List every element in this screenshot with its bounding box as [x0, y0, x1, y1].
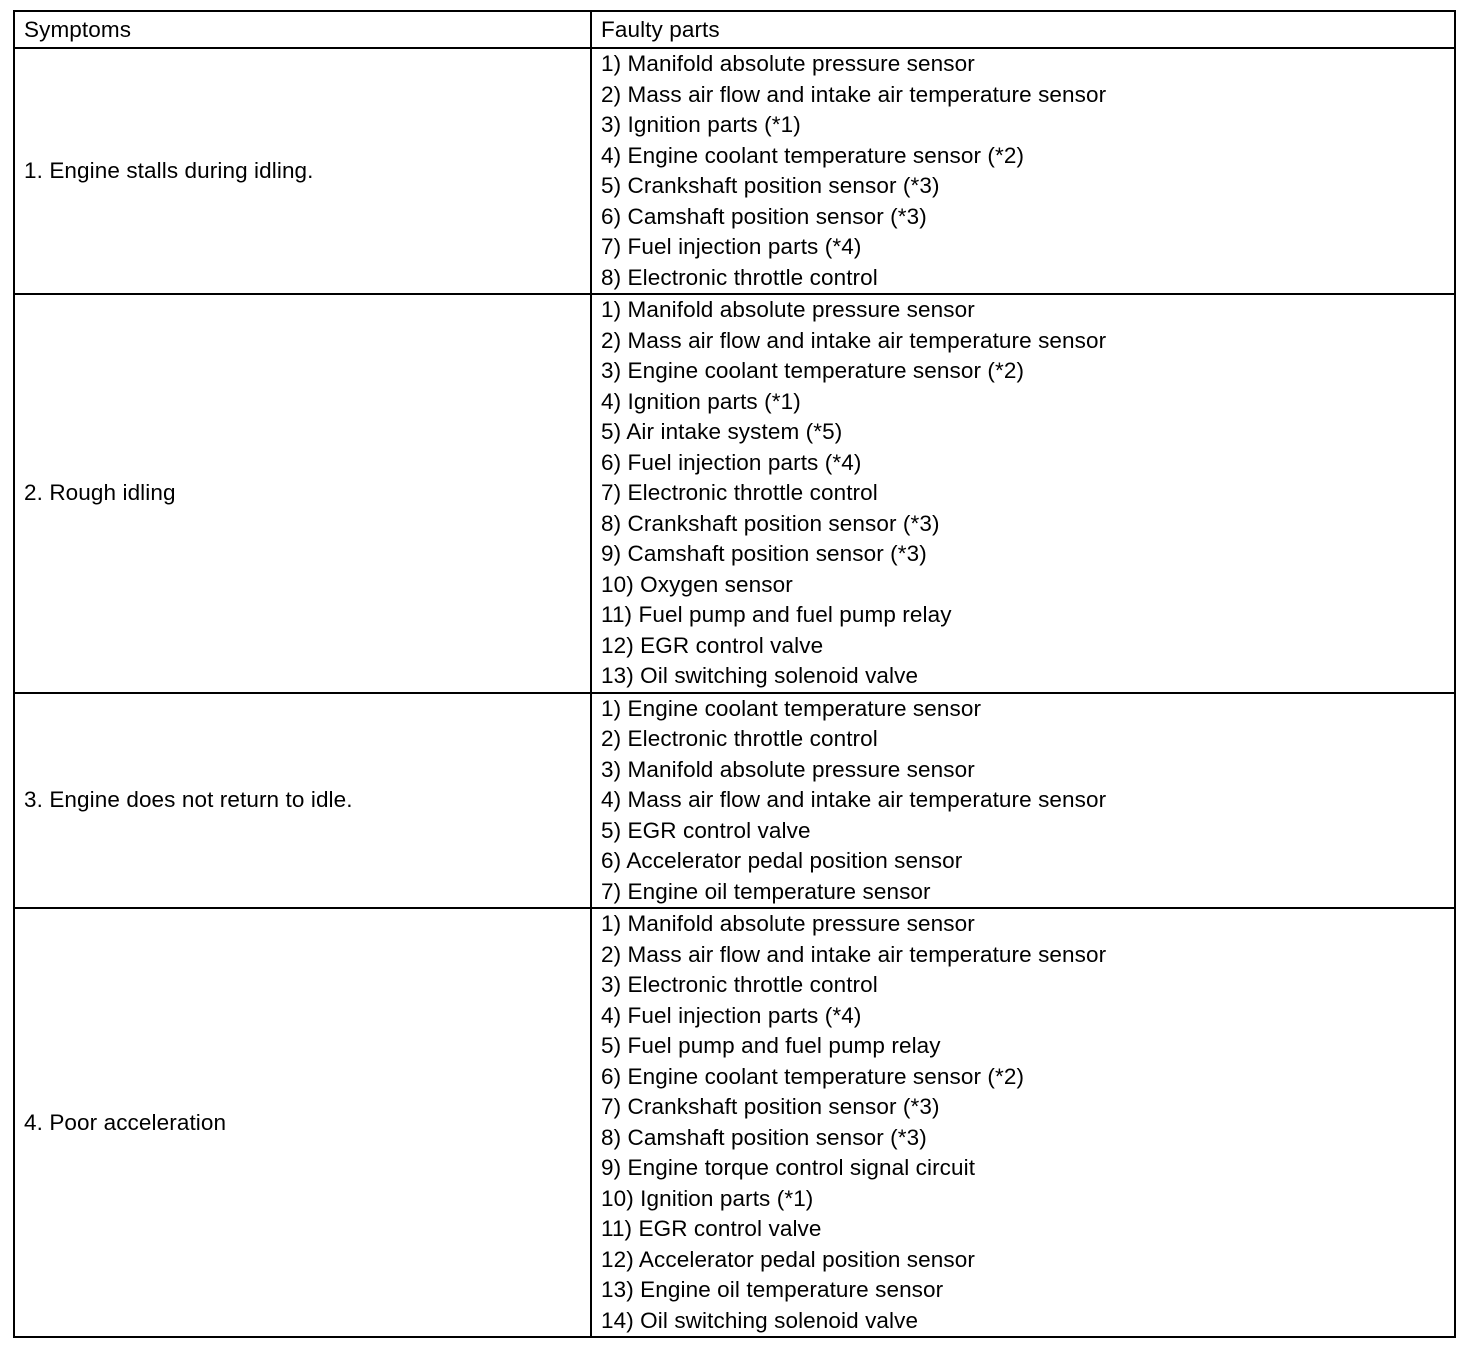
faulty-part-item: 1) Manifold absolute pressure sensor: [601, 51, 975, 76]
faulty-parts-cell: [591, 908, 1455, 1337]
table-row: [14, 693, 1455, 909]
faulty-part-item: 3) Manifold absolute pressure sensor: [601, 756, 975, 782]
faulty-part-item: 4) Mass air flow and intake air temperature sensor: [601, 787, 1107, 812]
table-body: [14, 48, 1455, 1337]
faulty-part-item: 4) Ignition parts (*1): [601, 388, 801, 414]
faulty-part-item: 3) Ignition parts (*1): [601, 112, 801, 137]
faulty-part-item: 14) Oil switching solenoid valve: [601, 1307, 919, 1333]
faulty-part-item: 1) Manifold absolute pressure sensor: [601, 297, 975, 322]
faulty-part-item: 5) EGR control valve: [601, 817, 811, 843]
faulty-part-item: 9) Camshaft position sensor (*3): [601, 541, 927, 566]
faulty-part-item: 5) Fuel pump and fuel pump relay: [601, 1033, 941, 1058]
faulty-part-item: 2) Mass air flow and intake air temperature sensor: [601, 941, 1107, 967]
symptom-cell: 4. Poor acceleration: [14, 908, 591, 1337]
faulty-part-item: 2) Electronic throttle control: [601, 726, 878, 751]
faulty-part-item: 6) Engine coolant temperature sensor (*2): [601, 1063, 1025, 1089]
header-faulty-parts: Faulty parts: [591, 11, 1455, 48]
symptoms-faulty-parts-table: [13, 10, 1456, 1338]
faulty-part-item: 10) Ignition parts (*1): [601, 1185, 814, 1211]
faulty-part-item: 1) Engine coolant temperature sensor: [601, 695, 982, 721]
faulty-part-item: 7) Engine oil temperature sensor: [601, 878, 931, 904]
faulty-part-item: 4) Engine coolant temperature sensor (*2): [601, 142, 1025, 168]
faulty-part-item: 8) Crankshaft position sensor (*3): [601, 510, 940, 536]
faulty-part-item: 13) Oil switching solenoid valve: [601, 663, 919, 688]
faulty-part-item: 7) Crankshaft position sensor (*3): [601, 1094, 940, 1119]
faulty-part-item: 2) Mass air flow and intake air temperature sensor: [601, 327, 1107, 353]
faulty-part-item: 12) Accelerator pedal position sensor: [601, 1246, 975, 1272]
faulty-parts-cell: [591, 693, 1455, 909]
faulty-part-item: 1) Manifold absolute pressure sensor: [601, 911, 975, 936]
faulty-part-item: 11) Fuel pump and fuel pump relay: [601, 602, 952, 627]
faulty-part-item: 12) EGR control valve: [601, 632, 824, 658]
faulty-part-item: 6) Camshaft position sensor (*3): [601, 203, 927, 229]
faulty-part-item: 13) Engine oil temperature sensor: [601, 1277, 944, 1302]
faulty-part-item: 7) Fuel injection parts (*4): [601, 234, 862, 259]
faulty-part-item: 2) Mass air flow and intake air temperature sensor: [601, 81, 1107, 107]
table-row: [14, 48, 1455, 294]
table-row: [14, 908, 1455, 1337]
faulty-part-item: 6) Fuel injection parts (*4): [601, 449, 862, 475]
faulty-parts-cell: [591, 294, 1455, 693]
faulty-part-item: 8) Camshaft position sensor (*3): [601, 1124, 927, 1150]
table-row: [14, 294, 1455, 693]
symptom-cell: 2. Rough idling: [14, 294, 591, 693]
faulty-part-item: 9) Engine torque control signal circuit: [601, 1155, 976, 1180]
faulty-part-item: 6) Accelerator pedal position sensor: [601, 848, 963, 873]
symptom-cell: 1. Engine stalls during idling.: [14, 48, 591, 294]
header-row: [14, 11, 1455, 48]
faulty-part-item: 7) Electronic throttle control: [601, 480, 878, 505]
faulty-part-item: 8) Electronic throttle control: [601, 264, 878, 290]
faulty-part-item: 5) Air intake system (*5): [601, 419, 843, 444]
faulty-part-item: 5) Crankshaft position sensor (*3): [601, 173, 940, 198]
symptom-cell: 3. Engine does not return to idle.: [14, 693, 591, 909]
faulty-parts-cell: [591, 48, 1455, 294]
faulty-part-item: 3) Engine coolant temperature sensor (*2): [601, 358, 1025, 383]
faulty-part-item: 3) Electronic throttle control: [601, 972, 878, 997]
faulty-part-item: 4) Fuel injection parts (*4): [601, 1002, 862, 1028]
header-symptoms: Symptoms: [14, 11, 591, 48]
faulty-part-item: 10) Oxygen sensor: [601, 571, 793, 597]
faulty-part-item: 11) EGR control valve: [601, 1216, 822, 1241]
